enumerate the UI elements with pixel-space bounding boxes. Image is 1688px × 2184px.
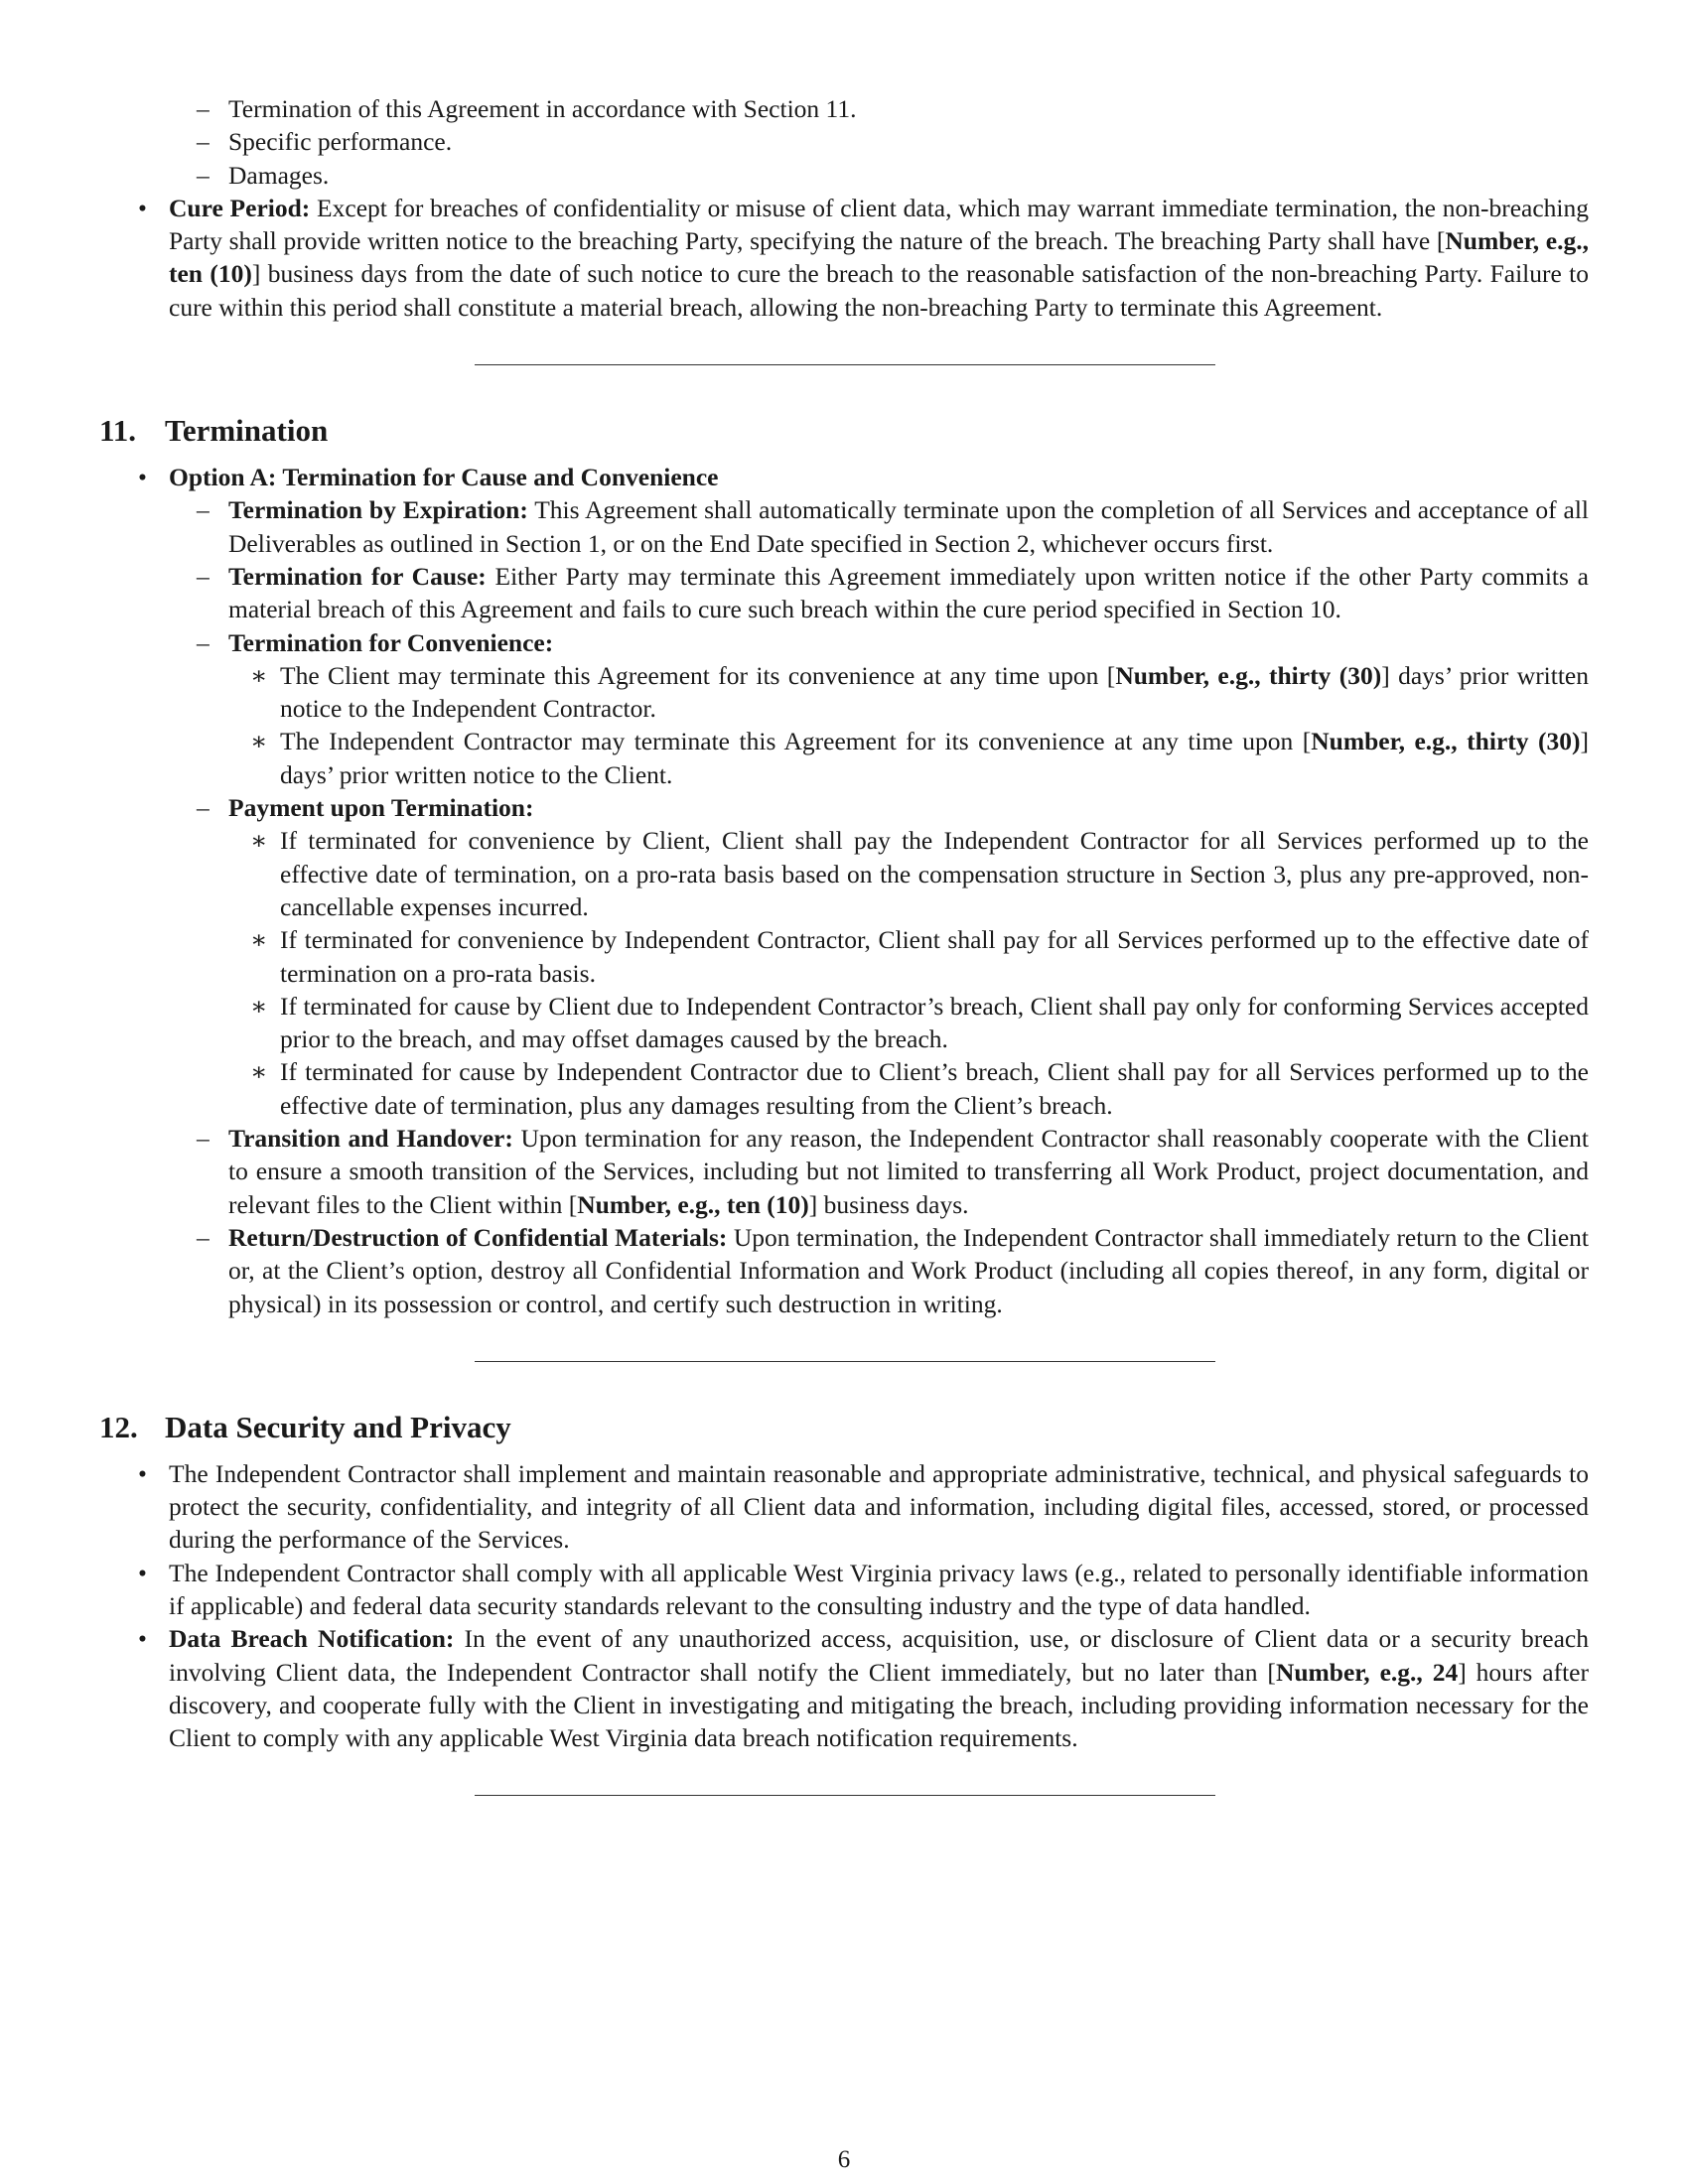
breach-notification-item (99, 1622, 1589, 1754)
list-item (99, 92, 1589, 125)
section-divider (475, 1361, 1215, 1362)
list-item (99, 725, 1589, 791)
bullet-marker: • (138, 193, 147, 222)
item-text: If terminated for cause by Client due to Independent Contractor’s breach, Client shall pay only for conforming Services accepted prior to the breach, and may offset damages caused by the breach. (280, 991, 1589, 1054)
item-text: If terminated for cause by Independent Contractor due to Client’s breach, Client shall pay for all Services performed up to the effective date of termination, plus any damages resulting from the Client’s breach. (280, 1057, 1589, 1120)
item-text: The Client may terminate this Agreement for its convenience at any time upon [ (280, 660, 1116, 690)
item-text: If terminated for convenience by Independent Contractor, Client shall pay for all Services performed up to the effective date of termination on a pro-rata basis. (280, 925, 1589, 988)
convenience-sublist (99, 659, 1589, 791)
transition-item (99, 1122, 1589, 1221)
bullet-marker: • (138, 1458, 147, 1488)
cause-label: Termination for Cause: (228, 561, 487, 591)
star-marker: ∗ (250, 660, 268, 690)
bullet-marker: • (138, 1558, 147, 1587)
list-item (99, 923, 1589, 990)
option-a-sublist (99, 493, 1589, 658)
dash-marker: – (197, 94, 210, 123)
cure-period-text-cont: ] business days from the date of such notice to cure the breach to the reasonable satisfaction of the non-breaching Party. Failure to cure within this period shall constitute a material breach, allowing the non-breaching Party to terminate this Agreement. (169, 259, 1589, 322)
section-number: 11. (99, 413, 137, 449)
dash-marker: – (197, 495, 210, 525)
payment-item (99, 791, 1589, 824)
transition-list (99, 1122, 1589, 1320)
bullet-marker: • (138, 1624, 147, 1654)
page-number: 6 (837, 2146, 851, 2173)
section-number: 12. (99, 1409, 138, 1444)
data-security-list (99, 1457, 1589, 1755)
transition-text-cont: ] business days. (808, 1189, 969, 1219)
item-text: The Independent Contractor may terminate this Agreement for its convenience at any time upon [ (280, 727, 1312, 756)
list-item (99, 1557, 1589, 1623)
cure-period-text: Except for breaches of confidentiality or misuse of client data, which may warrant immediate termination, the non-breaching Party shall provide written notice to the breaching Party, specifying the nature of the breach. The breaching Party shall have [ (169, 193, 1589, 256)
breach-text: In the event of any unauthorized access, acquisition, use, or disclosure of Client data or a security breach involving Client data, the Independent Contractor shall notify the Client immediately, but no later than [ (169, 1624, 1589, 1687)
payment-label: Payment upon Termination: (228, 793, 534, 823)
star-marker: ∗ (250, 991, 268, 1021)
dash-marker: – (197, 1222, 210, 1252)
list-item (99, 1055, 1589, 1122)
section-11-heading (99, 411, 1589, 451)
item-text-cont: ] days’ prior written notice to the Independent Contractor. (280, 660, 1590, 724)
return-item (99, 1221, 1589, 1320)
list-item (99, 659, 1589, 726)
return-text: Upon termination, the Independent Contractor shall immediately return to the Client or, at the Client’s option, destroy all Confidential Information and Work Product (including all copies thereof, in any form, digital or physical) in its possession or control, and certify such destruction in writing. (228, 1222, 1589, 1318)
item-text-cont: ] days’ prior written notice to the Client. (280, 727, 1590, 789)
payment-sublist (99, 824, 1589, 1122)
expiration-item (99, 493, 1589, 560)
item-text: If terminated for convenience by Client, Client shall pay the Independent Contractor for all Services performed up to the effective date of termination, on a pro-rata basis based on the compensation structure in Section 3, plus any pre-approved, non-cancellable expenses incurred. (280, 826, 1589, 921)
section-title: Termination (165, 413, 329, 449)
star-marker: ∗ (250, 925, 268, 955)
section-12-heading (99, 1408, 1589, 1447)
termination-list (99, 461, 1589, 493)
dash-marker: – (197, 160, 210, 190)
star-marker: ∗ (250, 1057, 268, 1087)
dash-marker: – (197, 793, 210, 823)
cure-period-list (99, 192, 1589, 324)
convenience-label: Termination for Convenience: (228, 627, 554, 657)
payment-list (99, 791, 1589, 824)
cause-item (99, 560, 1589, 626)
remedies-list (99, 92, 1589, 192)
convenience-item (99, 626, 1589, 659)
section-divider (475, 364, 1215, 365)
list-item (99, 990, 1589, 1056)
option-a-label: Option A: Termination for Cause and Convenience (169, 463, 719, 492)
return-label: Return/Destruction of Confidential Materials: (228, 1222, 728, 1252)
list-item (99, 125, 1589, 158)
placeholder-text: Number, e.g., 24 (1275, 1657, 1459, 1687)
transition-text: Upon termination for any reason, the Independent Contractor shall reasonably cooperate with the Client to ensure a smooth transition of the Services, including but not limited to transferring all Work Product, project documentation, and relevant files to the Client within [ (228, 1124, 1589, 1219)
dash-marker: – (197, 627, 210, 657)
expiration-text: This Agreement shall automatically terminate upon the completion of all Services and acceptance of all Deliverables as outlined in Section 1, or on the End Date specified in Section 2, whichever occurs first. (228, 495, 1589, 558)
placeholder-text: Number, e.g., thirty (30) (1311, 727, 1581, 756)
list-item (99, 1457, 1589, 1557)
document-page (99, 95, 1589, 1796)
cure-period-item (99, 192, 1589, 324)
item-text: Specific performance. (228, 127, 453, 157)
list-item (99, 824, 1589, 923)
dash-marker: – (197, 561, 210, 591)
option-a-item (99, 461, 1589, 493)
section-divider (475, 1795, 1215, 1796)
list-item (99, 159, 1589, 192)
cure-period-label: Cure Period: (169, 193, 311, 222)
dash-marker: – (197, 1124, 210, 1154)
placeholder-text: Number, e.g., ten (10) (577, 1189, 809, 1219)
transition-label: Transition and Handover: (228, 1124, 513, 1154)
item-text: The Independent Contractor shall implement and maintain reasonable and appropriate administrative, technical, and physical safeguards to protect the security, confidentiality, and integrity of all Client data and information, including digital files, accessed, stored, or processed during the performance of the Services. (169, 1458, 1589, 1555)
star-marker: ∗ (250, 727, 268, 756)
breach-label: Data Breach Notification: (169, 1624, 455, 1654)
bullet-marker: • (138, 463, 147, 492)
breach-text-cont: ] hours after discovery, and cooperate fully with the Client in investigating and mitigating the breach, including providing information necessary for the Client to comply with any applicable West Virginia data breach notification requirements. (169, 1657, 1589, 1753)
star-marker: ∗ (250, 826, 268, 856)
section-title: Data Security and Privacy (165, 1409, 511, 1444)
cure-period-placeholder: Number, e.g., ten (10) (169, 226, 1589, 289)
cause-text: Either Party may terminate this Agreement immediately upon written notice if the other Party commits a material breach of this Agreement and fails to cure such breach within the cure period specified in Section 10. (228, 561, 1589, 624)
dash-marker: – (197, 127, 210, 157)
item-text: Termination of this Agreement in accordance with Section 11. (228, 94, 857, 123)
item-text: The Independent Contractor shall comply with all applicable West Virginia privacy laws (e.g., related to personally identifiable information if applicable) and federal data security standards relevant to the consulting industry and the type of data handled. (169, 1558, 1589, 1620)
placeholder-text: Number, e.g., thirty (30) (1115, 660, 1382, 690)
expiration-label: Termination by Expiration: (228, 495, 528, 525)
item-text: Damages. (228, 160, 330, 190)
